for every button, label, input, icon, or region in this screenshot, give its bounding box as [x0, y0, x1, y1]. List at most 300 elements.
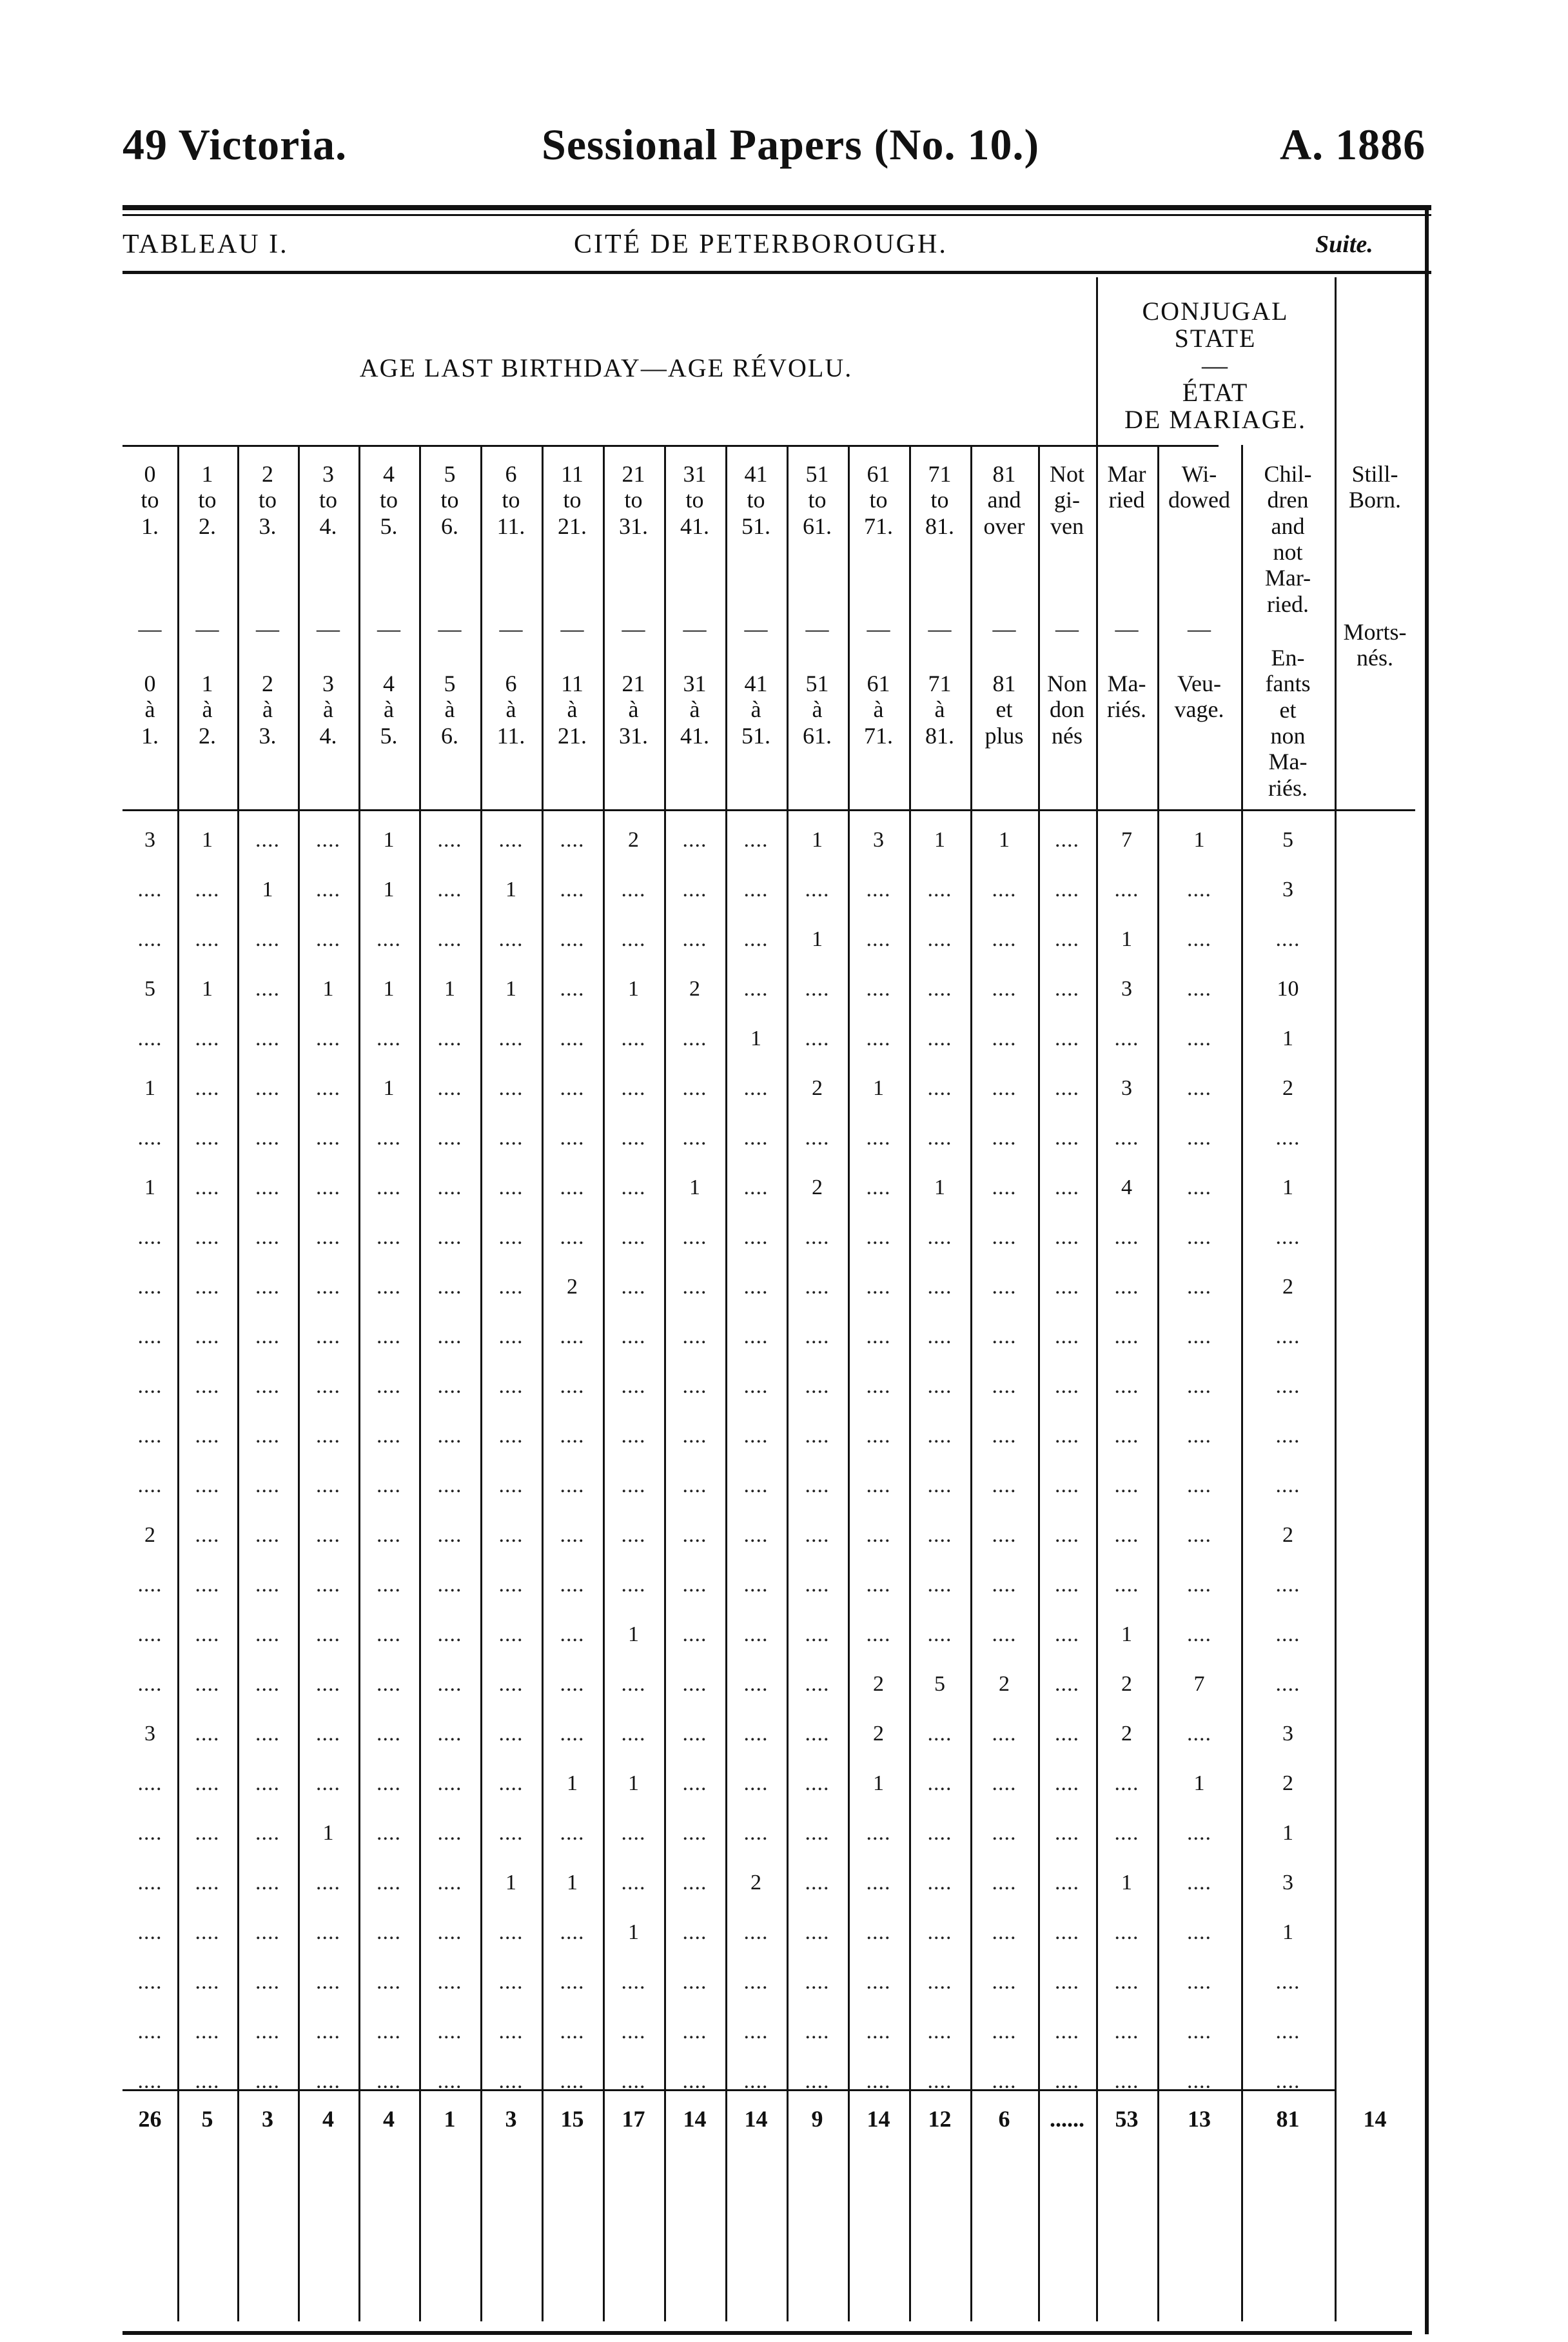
table-cell: ....: [1187, 1822, 1211, 1845]
table-cell: 1: [812, 928, 823, 951]
table-cell: ....: [682, 1722, 707, 1746]
table-cell: ....: [437, 1623, 462, 1646]
totals-cell: 13: [1188, 2106, 1211, 2132]
table-cell: ....: [316, 1176, 340, 1199]
column-header-fr-line: 61.: [803, 722, 832, 749]
column-header-fr-line: 5: [444, 671, 456, 696]
table-cell: 3: [1282, 1871, 1293, 1894]
table-cell: ....: [1114, 1524, 1139, 1547]
table-cell: ....: [255, 1822, 280, 1845]
table-cell: ....: [1187, 1275, 1211, 1299]
table-cell: ....: [992, 1871, 1017, 1894]
totals-cell: 81: [1276, 2106, 1300, 2132]
table-cell: ....: [682, 1474, 707, 1497]
table-cell: ....: [137, 878, 162, 901]
table-cell: ....: [927, 978, 952, 1001]
table-cell: ....: [682, 1871, 707, 1894]
column-header-fr: [848, 671, 909, 749]
table-cell: 2: [1121, 1673, 1132, 1696]
column-header-fr-line: 4: [383, 671, 395, 696]
conjugal-line-3: —: [1202, 351, 1229, 380]
table-cell: ....: [137, 1325, 162, 1348]
table-cell: ....: [498, 1176, 524, 1199]
table-cell: ....: [498, 1921, 524, 1944]
table-cell: ....: [927, 1275, 952, 1299]
table-cell: ....: [743, 928, 769, 951]
table-cell: ....: [805, 1275, 830, 1299]
table-cell: ....: [1187, 1921, 1211, 1944]
table-cell: ....: [498, 928, 524, 951]
column-header-en-line: not: [1273, 538, 1303, 565]
column-header-en: [787, 461, 848, 539]
column-header-fr-line: 31: [683, 671, 707, 696]
column-header-dash: —: [195, 616, 219, 642]
table-cell: ....: [437, 1871, 462, 1894]
column-header-fr: [237, 671, 298, 749]
column-header-fr-line: plus: [985, 722, 1024, 749]
column-header-en-line: 41.: [680, 513, 709, 539]
totals-cell: 4: [322, 2106, 334, 2132]
table-cell: ....: [682, 1623, 707, 1646]
table-cell: ....: [195, 1325, 220, 1348]
table-cell: 2: [812, 1176, 823, 1199]
table-cell: ....: [992, 2020, 1017, 2043]
column-header-en-line: 3.: [259, 513, 277, 539]
table-cell: 7: [1193, 1673, 1205, 1696]
column-header-en-line: 61.: [803, 513, 832, 539]
table-cell: ....: [621, 2070, 646, 2093]
table-cell: 2: [628, 829, 639, 852]
table-cell: ....: [1187, 1524, 1211, 1547]
column-header-en: [298, 461, 358, 539]
column-header-fr: [542, 671, 603, 749]
column-header-fr-line: à: [262, 696, 273, 723]
table-cell: 3: [1121, 1077, 1132, 1100]
column-header-en-line: to: [198, 487, 217, 513]
table-cell: ....: [1114, 1424, 1139, 1448]
age-group-header: AGE LAST BIRTHDAY—AGE RÉVOLU.: [359, 353, 853, 382]
table-cell: ....: [316, 878, 340, 901]
column-header-en-line: to: [502, 487, 520, 513]
column-header-dash: —: [867, 616, 890, 642]
table-cell: ....: [743, 1424, 769, 1448]
table-cell: ....: [682, 829, 707, 852]
table-cell: ....: [1055, 928, 1079, 951]
table-cell: ....: [255, 1673, 280, 1696]
table-cell: ....: [1187, 2020, 1211, 2043]
caption-center: CITÉ DE PETERBOROUGH.: [574, 230, 948, 259]
table-cell: ....: [316, 1921, 340, 1944]
table-cell: ....: [1275, 1424, 1300, 1448]
table-cell: 1: [873, 1772, 884, 1795]
table-cell: 1: [628, 1623, 639, 1646]
table-cell: ....: [316, 829, 340, 852]
table-cell: ....: [866, 978, 891, 1001]
table-cell: ....: [255, 1524, 280, 1547]
table-cell: ....: [992, 2070, 1017, 2093]
column-header-fr-line: riés.: [1107, 696, 1146, 723]
table-cell: ....: [927, 928, 952, 951]
table-cell: 2: [999, 1673, 1010, 1696]
table-cell: ....: [498, 1673, 524, 1696]
table-cell: ....: [1114, 878, 1139, 901]
table-cell: ....: [682, 1226, 707, 1249]
table-cell: ....: [560, 1325, 585, 1348]
column-header-fr: [664, 671, 725, 749]
table-cell: ....: [743, 2070, 769, 2093]
table-cell: ....: [1114, 1027, 1139, 1050]
table-cell: ....: [137, 1375, 162, 1398]
table-cell: ....: [927, 1077, 952, 1100]
column-header-en: [1157, 461, 1241, 513]
column-header-en-line: 51.: [741, 513, 770, 539]
table-cell: ....: [992, 1226, 1017, 1249]
table-cell: ....: [1114, 1325, 1139, 1348]
column-header-fr-line: 81.: [925, 722, 954, 749]
table-cell: ....: [195, 2070, 220, 2093]
table-cell: ....: [682, 878, 707, 901]
table-cell: ....: [137, 2020, 162, 2043]
table-cell: ....: [316, 1971, 340, 1994]
table-cell: ....: [1055, 1424, 1079, 1448]
table-cell: 1: [750, 1027, 761, 1050]
header-bottom-rule: [122, 809, 1415, 811]
column-header-fr: [909, 671, 970, 749]
table-cell: ....: [992, 1573, 1017, 1597]
column-header-en-line: 1.: [141, 513, 159, 539]
column-header-fr: [970, 671, 1038, 749]
table-cell: 1: [1282, 1921, 1293, 1944]
table-cell: 2: [1282, 1772, 1293, 1795]
column-header-en-line: to: [258, 487, 277, 513]
table-cell: ....: [255, 2020, 280, 2043]
table-cell: ....: [621, 1822, 646, 1845]
table-cell: ....: [137, 1226, 162, 1249]
table-cell: ....: [195, 1524, 220, 1547]
table-cell: ....: [682, 928, 707, 951]
table-cell: ....: [498, 1325, 524, 1348]
column-header-fr: [177, 671, 237, 749]
table-cell: 4: [1121, 1176, 1132, 1199]
table-cell: ....: [437, 878, 462, 901]
column-header-en-line: and: [1271, 513, 1305, 539]
column-header-en-line: Mar-: [1264, 565, 1311, 591]
table-cell: 1: [1282, 1822, 1293, 1845]
column-header-en-line: to: [869, 487, 888, 513]
table-cell: ....: [1055, 1027, 1079, 1050]
table-cell: ....: [498, 1573, 524, 1597]
table-cell: 2: [1282, 1077, 1293, 1100]
table-cell: ....: [437, 1722, 462, 1746]
table-cell: ....: [560, 1474, 585, 1497]
table-cell: ....: [927, 1375, 952, 1398]
column-header-en: [1038, 461, 1096, 539]
table-cell: ....: [437, 928, 462, 951]
column-header-fr-line: 0: [144, 671, 156, 696]
table-cell: ....: [805, 1722, 830, 1746]
table-cell: 2: [812, 1077, 823, 1100]
column-header-en: [664, 461, 725, 539]
table-cell: ....: [377, 1325, 401, 1348]
table-cell: ....: [195, 1871, 220, 1894]
table-cell: ....: [316, 1027, 340, 1050]
totals-cell: 14: [1363, 2106, 1387, 2132]
table-cell: ....: [195, 1673, 220, 1696]
table-cell: ....: [992, 1822, 1017, 1845]
table-cell: ....: [1114, 1226, 1139, 1249]
caption-rule: [122, 271, 1431, 274]
totals-cell: 26: [138, 2106, 162, 2132]
column-header-en-line: 0: [144, 461, 156, 487]
table-cell: 3: [144, 829, 155, 852]
column-header-dash: —: [744, 616, 768, 642]
table-cell: ....: [1187, 2070, 1211, 2093]
totals-cell: 17: [622, 2106, 645, 2132]
column-header-en-line: to: [563, 487, 582, 513]
table-cell: ....: [377, 1375, 401, 1398]
table-cell: ....: [377, 1722, 401, 1746]
table-cell: ....: [1055, 1226, 1079, 1249]
column-header-en-line: to: [624, 487, 643, 513]
table-cell: ....: [255, 1325, 280, 1348]
column-header-en-line: to: [141, 487, 159, 513]
table-cell: 2: [144, 1524, 155, 1547]
table-cell: ....: [621, 1424, 646, 1448]
column-header-fr-line: 21.: [558, 722, 587, 749]
table-cell: ....: [866, 1424, 891, 1448]
table-cell: ....: [437, 1375, 462, 1398]
table-cell: ....: [498, 1275, 524, 1299]
table-cell: ....: [316, 1077, 340, 1100]
table-cell: ....: [377, 928, 401, 951]
table-cell: ....: [255, 1474, 280, 1497]
totals-cell: ......: [1050, 2106, 1084, 2132]
column-header-fr-line: 31.: [619, 722, 648, 749]
table-cell: ....: [1055, 1871, 1079, 1894]
table-cell: ....: [437, 1027, 462, 1050]
column-header-en-line: Born.: [1349, 487, 1401, 513]
column-header-fr-line: 5.: [380, 722, 398, 749]
column-header-en-line: ried.: [1267, 591, 1309, 617]
table-cell: ....: [137, 1275, 162, 1299]
table-cell: ....: [1187, 1623, 1211, 1646]
table-cell: ....: [195, 878, 220, 901]
table-cell: ....: [805, 1871, 830, 1894]
table-cell: ....: [1275, 928, 1300, 951]
table-cell: ....: [992, 1375, 1017, 1398]
table-cell: ....: [927, 1474, 952, 1497]
table-cell: ....: [805, 1424, 830, 1448]
table-cell: 3: [1121, 978, 1132, 1001]
table-cell: ....: [992, 1176, 1017, 1199]
table-cell: ....: [621, 1722, 646, 1746]
table-cell: ....: [255, 829, 280, 852]
table-cell: ....: [316, 1623, 340, 1646]
column-header-dash: —: [683, 616, 707, 642]
table-cell: ....: [992, 1027, 1017, 1050]
table-cell: ....: [621, 928, 646, 951]
table-cell: ....: [1055, 1077, 1079, 1100]
table-cell: ....: [743, 978, 769, 1001]
table-cell: ....: [621, 1871, 646, 1894]
column-header-fr-line: à: [505, 696, 516, 723]
table-cell: ....: [377, 1623, 401, 1646]
column-header-fr-line: 2.: [199, 722, 216, 749]
table-cell: ....: [927, 1325, 952, 1348]
table-cell: ....: [560, 1971, 585, 1994]
table-cell: ....: [560, 978, 585, 1001]
table-cell: ....: [255, 1077, 280, 1100]
table-cell: ....: [377, 1524, 401, 1547]
table-cell: ....: [137, 1971, 162, 1994]
table-cell: ....: [437, 2020, 462, 2043]
column-header-en-line: and: [987, 487, 1021, 513]
column-header-fr-line: 51.: [741, 722, 770, 749]
column-header-fr-line: don: [1050, 696, 1084, 723]
column-header-dash: —: [256, 616, 279, 642]
table-cell: ....: [1055, 1822, 1079, 1845]
table-cell: ....: [255, 1772, 280, 1795]
table-cell: ....: [866, 1971, 891, 1994]
table-cell: ....: [1275, 1226, 1300, 1249]
table-cell: ....: [1275, 2020, 1300, 2043]
column-header-fr-line: à: [567, 696, 578, 723]
table-cell: ....: [195, 1921, 220, 1944]
top-rule-thick: [122, 205, 1431, 210]
table-cell: ....: [927, 1921, 952, 1944]
table-cell: ....: [377, 1474, 401, 1497]
column-header-dash: —: [317, 616, 340, 642]
table-cell: ....: [137, 1921, 162, 1944]
totals-cell: 12: [928, 2106, 952, 2132]
table-cell: 1: [934, 1176, 945, 1199]
table-cell: 1: [1193, 1772, 1205, 1795]
column-header-fr-line: 6: [505, 671, 517, 696]
table-cell: ....: [743, 1772, 769, 1795]
column-header-en-line: 6.: [441, 513, 458, 539]
table-cell: ....: [1055, 1673, 1079, 1696]
table-cell: ....: [743, 1226, 769, 1249]
table-cell: ....: [927, 1127, 952, 1150]
table-cell: ....: [927, 1722, 952, 1746]
table-cell: ....: [255, 1921, 280, 1944]
table-cell: ....: [1114, 1573, 1139, 1597]
table-cell: ....: [316, 1127, 340, 1150]
table-cell: ....: [316, 1275, 340, 1299]
column-header-en-line: 81: [992, 461, 1016, 487]
table-cell: 1: [505, 1871, 516, 1894]
column-header-fr-line: 41.: [680, 722, 709, 749]
right-border: [1425, 206, 1429, 2334]
table-cell: ....: [316, 928, 340, 951]
table-cell: ....: [805, 1573, 830, 1597]
table-cell: ....: [316, 1772, 340, 1795]
table-cell: 2: [873, 1722, 884, 1746]
column-header-en-line: 6: [505, 461, 517, 487]
table-cell: ....: [498, 1623, 524, 1646]
table-cell: ....: [437, 1474, 462, 1497]
table-cell: ....: [498, 1971, 524, 1994]
totals-cell: 1: [444, 2106, 456, 2132]
table-cell: ....: [316, 1325, 340, 1348]
table-cell: ....: [927, 1822, 952, 1845]
table-cell: ....: [137, 1673, 162, 1696]
table-cell: ....: [195, 1474, 220, 1497]
table-cell: 1: [1282, 1027, 1293, 1050]
table-cell: ....: [437, 1971, 462, 1994]
column-header-fr: [725, 671, 787, 749]
table-cell: ....: [866, 1176, 891, 1199]
table-cell: ....: [1055, 1127, 1079, 1150]
table-cell: ....: [560, 2020, 585, 2043]
table-cell: ....: [1187, 1127, 1211, 1150]
table-cell: 1: [628, 978, 639, 1001]
table-cell: ....: [255, 1573, 280, 1597]
table-cell: ....: [437, 1573, 462, 1597]
table-cell: ....: [992, 1772, 1017, 1795]
table-cell: ....: [927, 1027, 952, 1050]
table-cell: ....: [195, 1424, 220, 1448]
column-header-fr-line: riés.: [1268, 774, 1308, 801]
table-cell: ....: [316, 1226, 340, 1249]
table-cell: ....: [195, 1822, 220, 1845]
table-cell: ....: [1055, 1474, 1079, 1497]
table-cell: ....: [1114, 2020, 1139, 2043]
table-cell: ....: [866, 1325, 891, 1348]
table-cell: ....: [992, 878, 1017, 901]
table-cell: ....: [682, 1424, 707, 1448]
table-cell: ....: [1275, 2070, 1300, 2093]
table-cell: ....: [805, 1772, 830, 1795]
caption-right: Suite.: [1315, 231, 1373, 258]
table-cell: ....: [498, 1226, 524, 1249]
table-cell: ....: [866, 1524, 891, 1547]
table-cell: ....: [621, 1673, 646, 1696]
table-cell: ....: [1187, 1871, 1211, 1894]
table-cell: ....: [805, 1524, 830, 1547]
table-cell: ....: [682, 1375, 707, 1398]
table-cell: ....: [927, 1971, 952, 1994]
table-cell: ....: [1187, 1971, 1211, 1994]
table-cell: ....: [498, 1027, 524, 1050]
table-cell: ....: [621, 1474, 646, 1497]
table-cell: ....: [743, 1524, 769, 1547]
totals-cell: 15: [560, 2106, 584, 2132]
table-cell: 1: [322, 1822, 334, 1845]
table-cell: ....: [743, 1921, 769, 1944]
table-cell: ....: [1114, 1822, 1139, 1845]
column-divider: [1096, 277, 1098, 2321]
column-header-en-line: 5.: [380, 513, 398, 539]
table-cell: ....: [1187, 1424, 1211, 1448]
table-cell: ....: [195, 1623, 220, 1646]
conjugal-line-1: CONJUGAL: [1142, 297, 1289, 326]
column-header-en-line: 2.: [199, 513, 216, 539]
table-cell: ....: [498, 1772, 524, 1795]
table-cell: ....: [682, 1077, 707, 1100]
table-cell: ....: [743, 1176, 769, 1199]
table-cell: ....: [560, 1424, 585, 1448]
table-cell: ....: [1187, 1474, 1211, 1497]
column-header-fr-line: à: [202, 696, 213, 723]
table-cell: 1: [262, 878, 273, 901]
table-cell: ....: [621, 1226, 646, 1249]
table-cell: 1: [144, 1077, 155, 1100]
column-header-fr-line: 1: [201, 671, 213, 696]
table-cell: 1: [444, 978, 455, 1001]
table-cell: ....: [195, 1077, 220, 1100]
table-cell: ....: [805, 1822, 830, 1845]
